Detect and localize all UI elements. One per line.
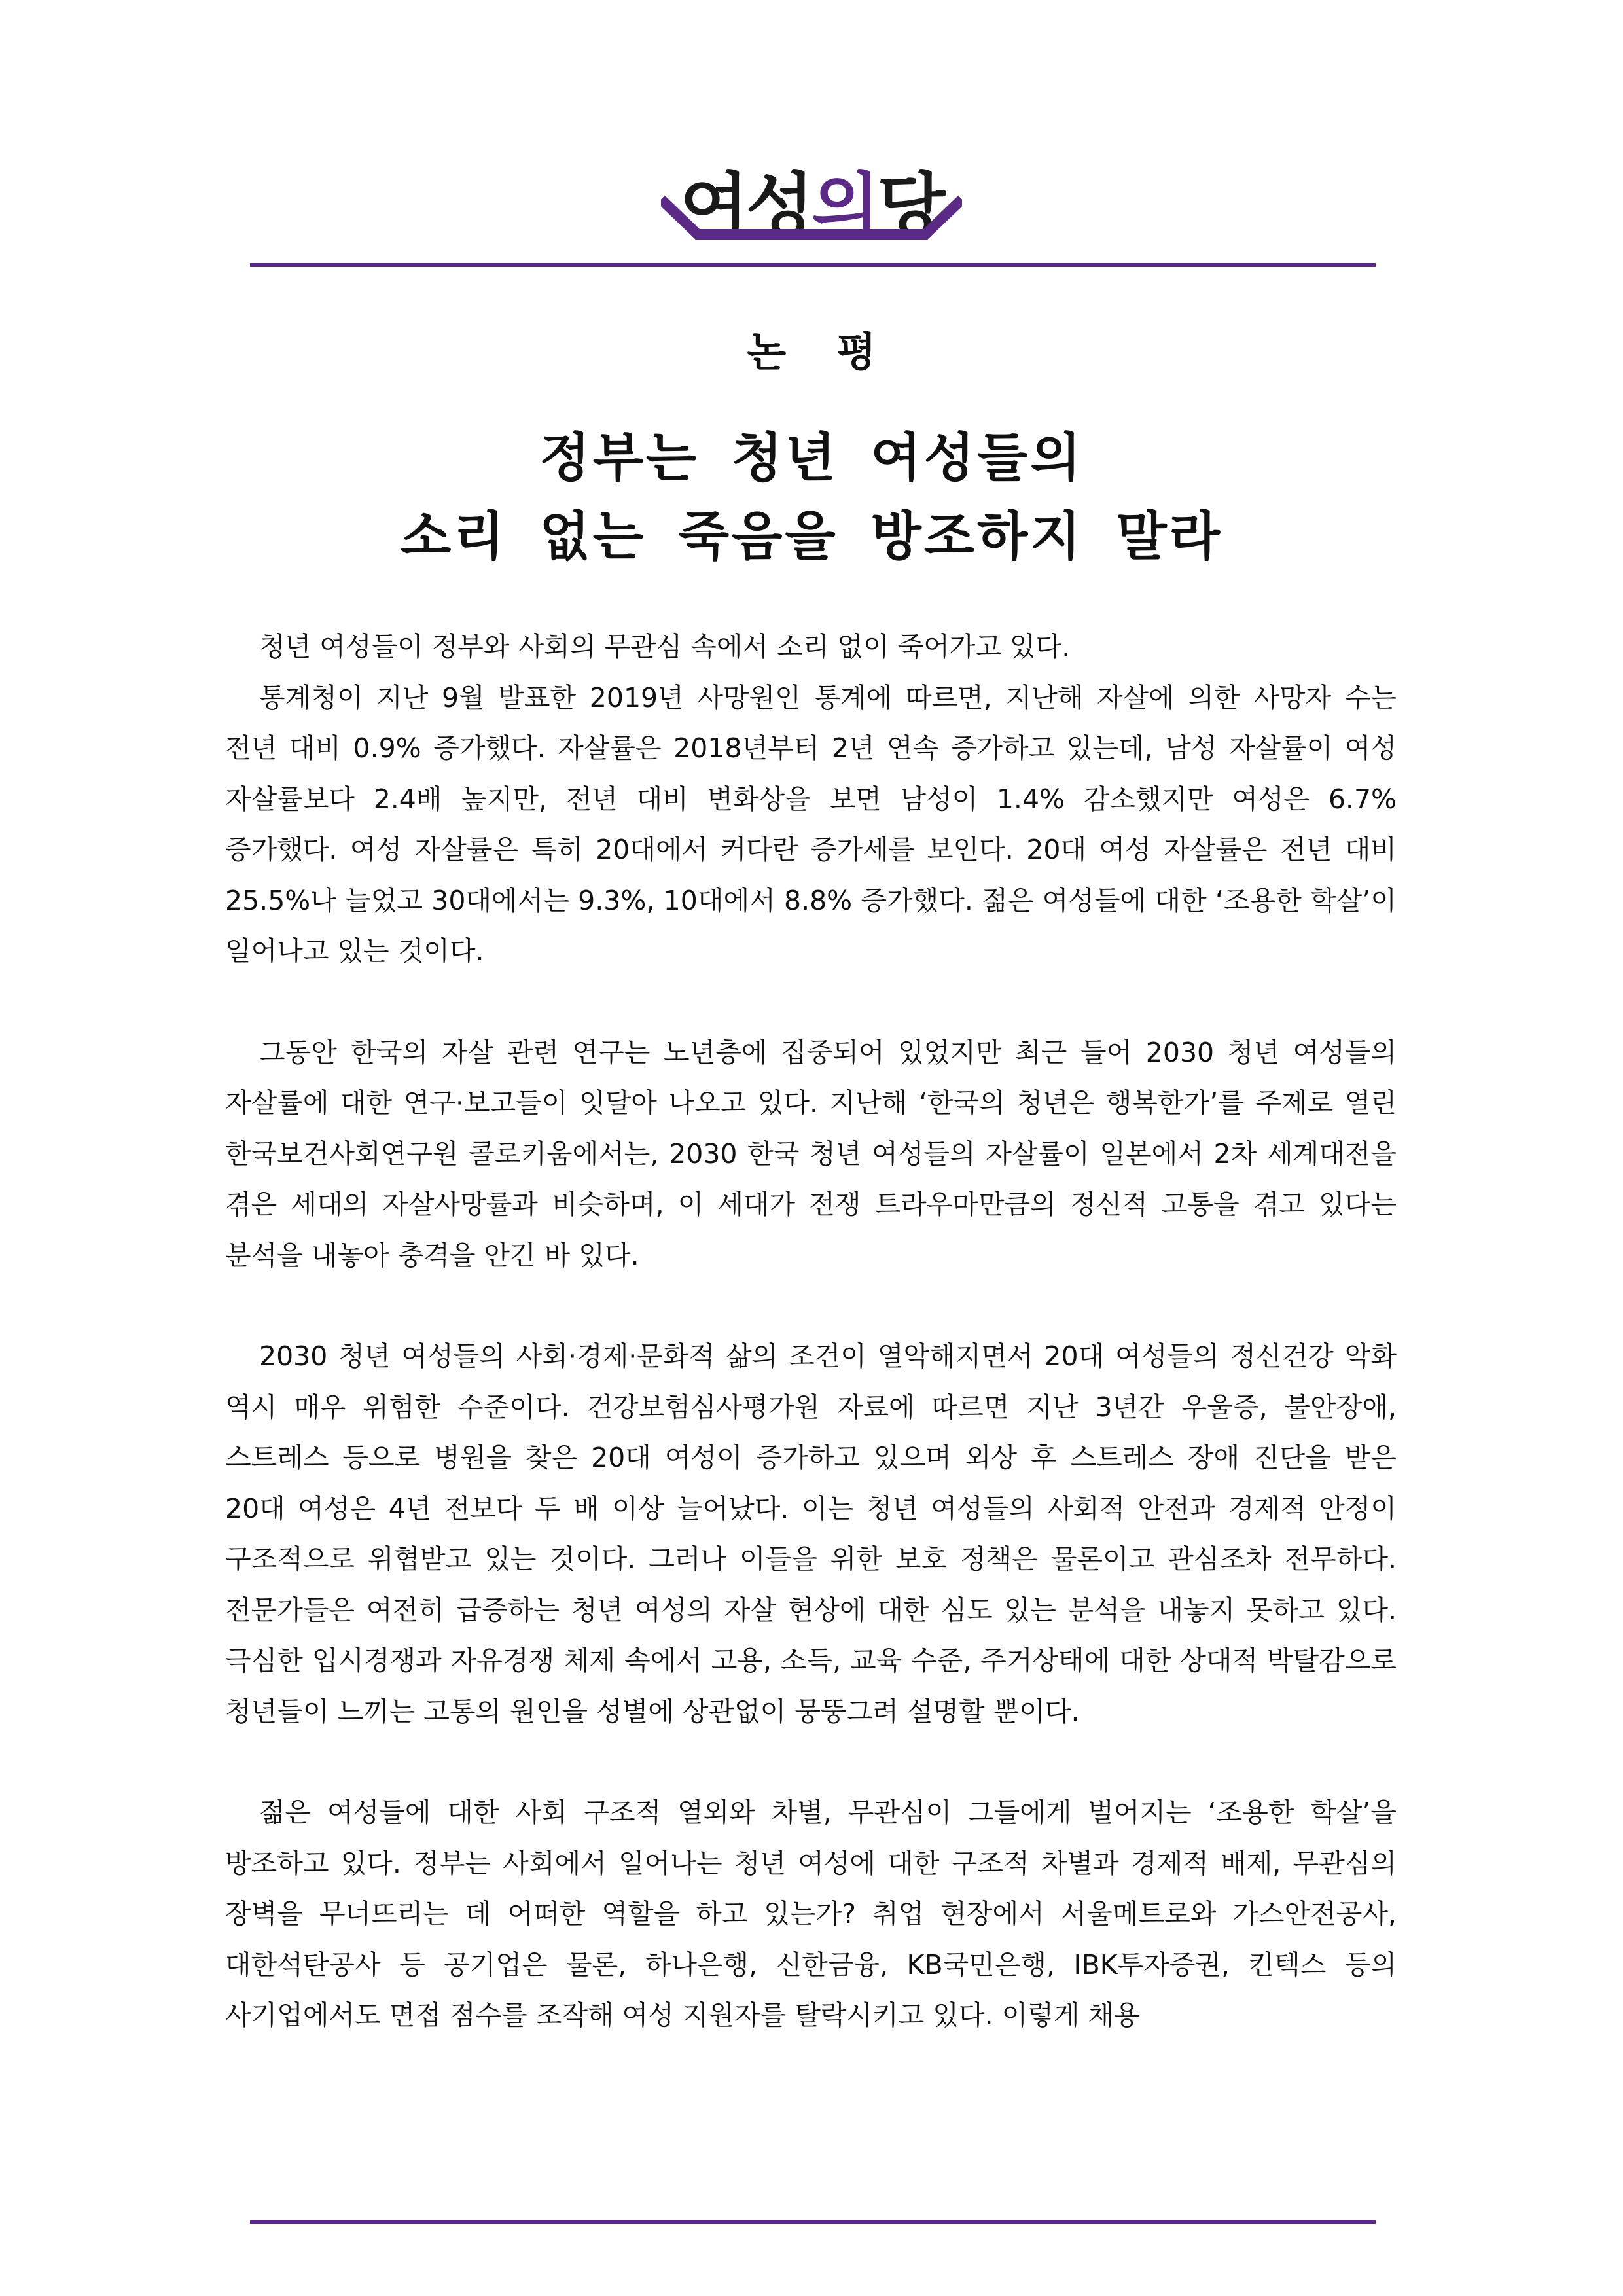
headline-line-2: 소리 없는 죽음을 방조하지 말라 bbox=[400, 506, 1223, 567]
headline bbox=[0, 419, 1623, 576]
footer-divider bbox=[250, 2220, 1376, 2224]
paragraph-discrimination: 젊은 여성들에 대한 사회 구조적 열외와 차별, 무관심이 그들에게 벌어지는 ‘조용한 학살’을 방조하고 있다. 정부는 사회에서 일어나는 청년 여성에 대한 구조적 차별과 경제적 배제, 무관심의 장벽을 무너뜨리는 데 어떠한 역할을 하고 있는가? 취업 현장에서 서울메트로와 가스안전공사, 대한석탄공사 등 공기업은 물론, 하나은행, 신한금융, KB국민은행, IBK투자증권, 킨텍스 등의 사기업에서도 면접 점수를 조작해 여성 지원자를 탈락시키고 있다. 이렇게 채용 bbox=[225, 1797, 1397, 2031]
article-body bbox=[225, 622, 1397, 2041]
paragraph-statistics: 통계청이 지난 9월 발표한 2019년 사망원인 통계에 따르면, 지난해 자살에 의한 사망자 수는 전년 대비 0.9% 증가했다. 자살률은 2018년부터 2년 연속 증가하고 있는데, 남성 자살률이 여성 자살률보다 2.4배 높지만, 전년 대비 변화상을 보면 남성이 1.4% 감소했지만 여성은 6.7% 증가했다. 여성 자살률은 특히 20대에서 커다란 증가세를 보인다. 20대 여성 자살률은 전년 대비 25.5%나 늘었고 30대에서는 9.3%, 10대에서 8.8% 증가했다. 젊은 여성들에 대한 ‘조용한 학살’이 일어나고 있는 것이다. bbox=[225, 681, 1397, 967]
party-logo bbox=[0, 131, 1623, 249]
logo-chevron-icon bbox=[661, 194, 962, 246]
logo-text-part: 당 bbox=[877, 166, 943, 247]
logo-text-part: 여성 bbox=[680, 166, 812, 247]
logo-text-accent: 의 bbox=[812, 166, 878, 247]
headline-line-1: 정부는 청년 여성들의 bbox=[539, 427, 1084, 488]
paragraph-lead: 청년 여성들이 정부와 사회의 무관심 속에서 소리 없이 죽어가고 있다. bbox=[259, 631, 1071, 662]
paragraph-research: 그동안 한국의 자살 관련 연구는 노년층에 집중되어 있었지만 최근 들어 2030 청년 여성들의 자살률에 대한 연구·보고들이 잇달아 나오고 있다. 지난해 ‘한국의 청년은 행복한가’를 주제로 열린 한국보건사회연구원 콜로키움에서는, 2030 한국 청년 여성들의 자살률이 일본에서 2차 세계대전을 겪은 세대의 자살사망률과 비슷하며, 이 세대가 전쟁 트라우마만큼의 정신적 고통을 겪고 있다는 분석을 내놓아 충격을 안긴 바 있다. bbox=[225, 1036, 1397, 1271]
paragraph-mental-health: 2030 청년 여성들의 사회·경제·문화적 삶의 조건이 열악해지면서 20대 여성들의 정신건강 악화 역시 매우 위험한 수준이다. 건강보험심사평가원 자료에 따르면 지난 3년간 우울증, 불안장애, 스트레스 등으로 병원을 찾은 20대 여성이 증가하고 있으며 외상 후 스트레스 장애 진단을 받은 20대 여성은 4년 전보다 두 배 이상 늘어났다. 이는 청년 여성들의 사회적 안전과 경제적 안정이 구조적으로 위협받고 있는 것이다. 그러나 이들을 위한 보호 정책은 물론이고 관심조차 전무하다. 전문가들은 여전히 급증하는 청년 여성의 자살 현상에 대한 심도 있는 분석을 내놓지 못하고 있다. 극심한 입시경쟁과 자유경쟁 체제 속에서 고용, 소득, 교육 수준, 주거상태에 대한 상대적 박탈감으로 청년들이 느끼는 고통의 원인을 성별에 상관없이 뭉뚱그려 설명할 뿐이다. bbox=[225, 1340, 1397, 1727]
section-label: 논 평 bbox=[747, 328, 895, 376]
header-divider bbox=[250, 263, 1376, 267]
